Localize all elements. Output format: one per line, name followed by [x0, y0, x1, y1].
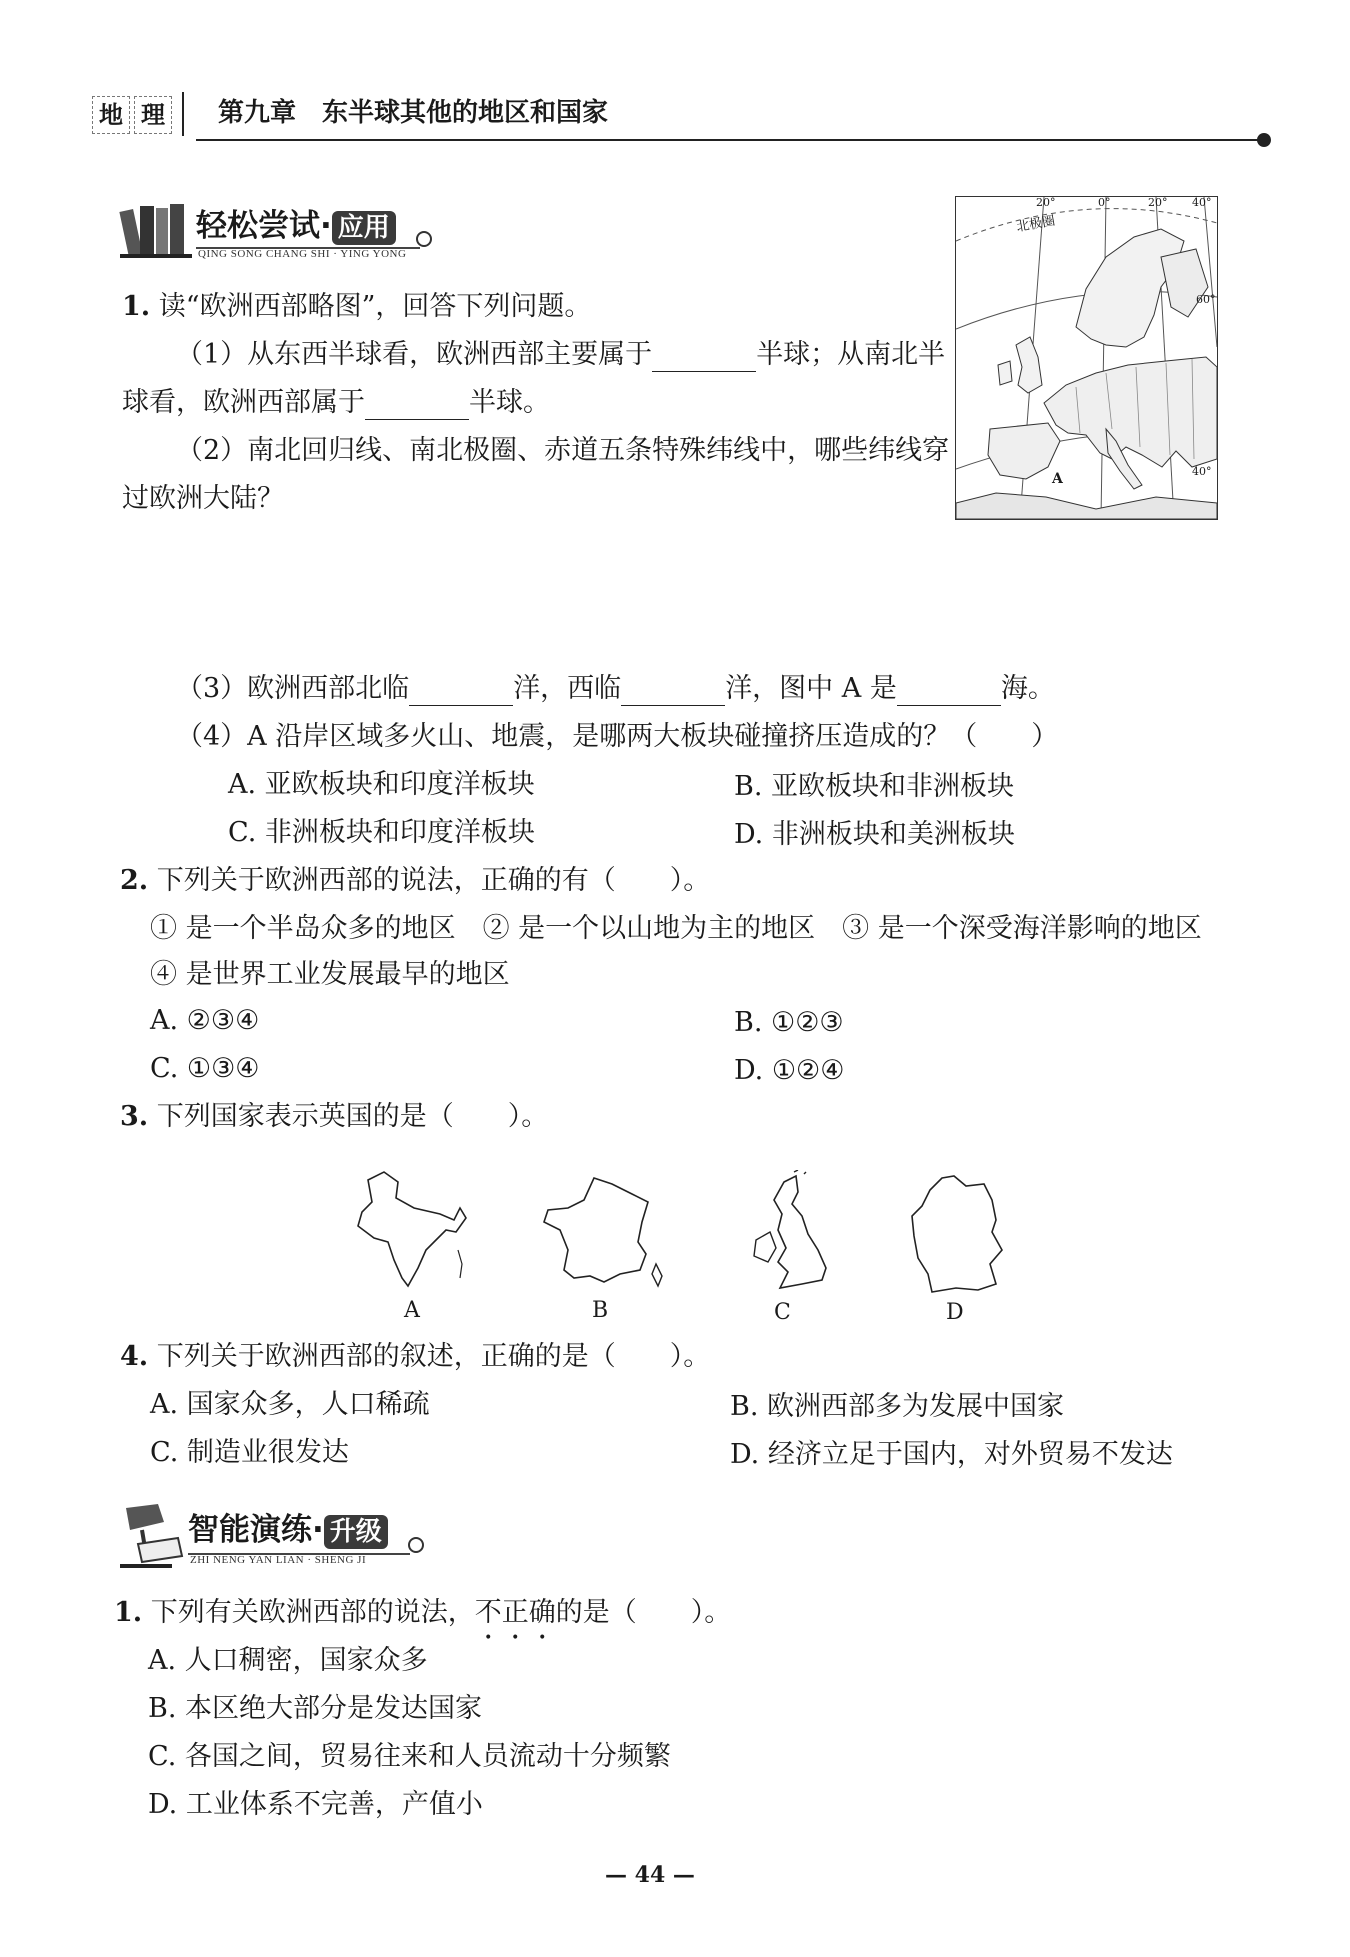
- q1-p3-text-d: 海。: [1000, 673, 1055, 704]
- s2q1-stem-text-a: 下列有关欧洲西部的说法，: [150, 1597, 475, 1628]
- q1-part2-line1: （2）南北回归线、南北极圈、赤道五条特殊纬线中，哪些纬线穿: [176, 435, 950, 466]
- section-title-1: 轻松尝试·: [196, 208, 332, 244]
- q4-option-a[interactable]: A. 国家众多，人口稀疏: [150, 1389, 430, 1420]
- map-point-a: A: [1052, 471, 1063, 487]
- q1-option-d[interactable]: D. 非洲板块和美洲板块: [734, 819, 1015, 850]
- q1-option-b[interactable]: B. 亚欧板块和非洲板块: [734, 771, 1015, 802]
- q1-part4: （4）A 沿岸区域多火山、地震，是哪两大板块碰撞挤压造成的？（ ）: [176, 721, 1059, 752]
- q2-items-line1: ① 是一个半岛众多的地区 ② 是一个以山地为主的地区 ③ 是一个深受海洋影响的地区: [150, 913, 1202, 944]
- q3-label-d: D: [946, 1300, 964, 1325]
- heading-circle-1: [416, 231, 432, 247]
- s2q1-option-b[interactable]: B. 本区绝大部分是发达国家: [148, 1693, 483, 1724]
- q4-option-b[interactable]: B. 欧洲西部多为发展中国家: [730, 1391, 1065, 1422]
- country-outline-uk[interactable]: [748, 1170, 838, 1300]
- subject-char-1: 地: [92, 96, 130, 134]
- section-tag-2: 升级: [324, 1515, 388, 1549]
- s2q1-option-d[interactable]: D. 工业体系不完善，产值小: [148, 1789, 483, 1820]
- page-number: — 44 —: [605, 1862, 695, 1888]
- section-pinyin-2: ZHI NENG YAN LIAN · SHENG JI: [190, 1554, 367, 1566]
- arctic-circle-label: 北极圈: [1015, 213, 1057, 236]
- country-outline-france[interactable]: [538, 1172, 666, 1290]
- q1-p1-blank-1[interactable]: [652, 345, 756, 372]
- header-rule-dot: [1257, 133, 1271, 147]
- q4-option-c[interactable]: C. 制造业很发达: [150, 1437, 349, 1468]
- q1-p1-blank-2[interactable]: [365, 393, 469, 420]
- q1-p3-blank-3[interactable]: [897, 679, 1001, 706]
- desk-lamp-icon: [112, 1500, 188, 1572]
- section-heading-1: [196, 206, 396, 248]
- lon-label-0: 0°: [1098, 196, 1111, 209]
- europe-map: [955, 196, 1218, 520]
- country-outline-india[interactable]: [350, 1168, 470, 1294]
- q1-p1-text-b: 半球；从南北半: [756, 339, 946, 370]
- heading-circle-2: [408, 1537, 424, 1553]
- s2q1-emphasis-1: 不: [474, 1597, 502, 1628]
- books-icon: [118, 196, 196, 262]
- q3-stem: [120, 1100, 548, 1134]
- q1-p1-text-a: （1）从东西半球看，欧洲西部主要属于: [176, 339, 653, 370]
- section-tag-1: 应用: [332, 211, 396, 245]
- q2-option-d[interactable]: D. ①②④: [734, 1055, 845, 1086]
- q2-option-b[interactable]: B. ①②③: [734, 1007, 844, 1038]
- s2q1-option-c[interactable]: C. 各国之间，贸易往来和人员流动十分频繁: [148, 1741, 671, 1772]
- s2q1-option-a[interactable]: A. 人口稠密，国家众多: [148, 1645, 428, 1676]
- q1-p1-text-c: 球看，欧洲西部属于: [122, 387, 365, 418]
- q3-number: 3.: [120, 1101, 149, 1132]
- q2-stem-text: 下列关于欧洲西部的说法，正确的有（ ）。: [156, 865, 711, 896]
- section-pinyin-1: QING SONG CHANG SHI · YING YONG: [198, 248, 407, 260]
- header-rule: [196, 139, 1261, 141]
- q3-label-b: B: [592, 1298, 609, 1323]
- q1-stem: [122, 290, 591, 324]
- q1-p3-text-c: 洋，图中 A 是: [725, 673, 897, 704]
- q4-stem-text: 下列关于欧洲西部的叙述，正确的是（ ）。: [156, 1341, 711, 1372]
- chapter-title: 第九章 东半球其他的地区和国家: [218, 98, 609, 128]
- q2-number: 2.: [120, 865, 149, 896]
- q1-part1-line2: [122, 386, 550, 420]
- q2-option-c[interactable]: C. ①③④: [150, 1053, 260, 1084]
- q1-p3-blank-2[interactable]: [621, 679, 725, 706]
- q1-stem-text: 读“欧洲西部略图”，回答下列问题。: [158, 291, 592, 322]
- q1-p1-text-d: 半球。: [469, 387, 550, 418]
- lat-label-40: 40°: [1192, 465, 1212, 478]
- q2-stem: [120, 864, 710, 898]
- lon-label-20w: 20°: [1036, 196, 1056, 209]
- q1-part3: [176, 672, 1055, 706]
- s2q1-stem: [114, 1596, 731, 1630]
- q4-stem: [120, 1340, 710, 1374]
- country-outline-germany[interactable]: [908, 1172, 1004, 1296]
- q1-part1-line1: [176, 338, 945, 372]
- section-title-2: 智能演练·: [188, 1512, 324, 1548]
- q2-items-line2: ④ 是世界工业发展最早的地区: [150, 959, 510, 990]
- s2q1-emphasis-3: 确: [528, 1597, 556, 1628]
- q1-p3-text-b: 洋，西临: [513, 673, 622, 704]
- q2-option-a[interactable]: A. ②③④: [150, 1005, 260, 1036]
- header-divider: [182, 92, 184, 136]
- q1-p3-text-a: （3）欧洲西部北临: [176, 673, 410, 704]
- q1-p3-blank-1[interactable]: [409, 679, 513, 706]
- q3-label-a: A: [404, 1298, 420, 1323]
- subject-char-2: 理: [134, 96, 172, 134]
- q1-part2-line2: 过欧洲大陆？: [122, 483, 284, 514]
- q3-stem-text: 下列国家表示英国的是（ ）。: [156, 1101, 549, 1132]
- lat-label-60: 60°: [1196, 293, 1216, 306]
- section-heading-2: [188, 1510, 388, 1552]
- europe-map-graphic: [956, 197, 1217, 519]
- s2q1-stem-text-b: 的是（ ）。: [555, 1597, 732, 1628]
- s2q1-emphasis-2: 正: [501, 1597, 529, 1628]
- q4-number: 4.: [120, 1341, 149, 1372]
- q3-label-c: C: [774, 1300, 791, 1325]
- q1-option-c[interactable]: C. 非洲板块和印度洋板块: [228, 817, 535, 848]
- lon-label-40e: 40°: [1192, 196, 1212, 209]
- lon-label-20e: 20°: [1148, 196, 1168, 209]
- q1-option-a[interactable]: A. 亚欧板块和印度洋板块: [228, 769, 535, 800]
- s2q1-number: 1.: [114, 1597, 143, 1628]
- q4-option-d[interactable]: D. 经济立足于国内，对外贸易不发达: [730, 1439, 1173, 1470]
- q1-number: 1.: [122, 291, 151, 322]
